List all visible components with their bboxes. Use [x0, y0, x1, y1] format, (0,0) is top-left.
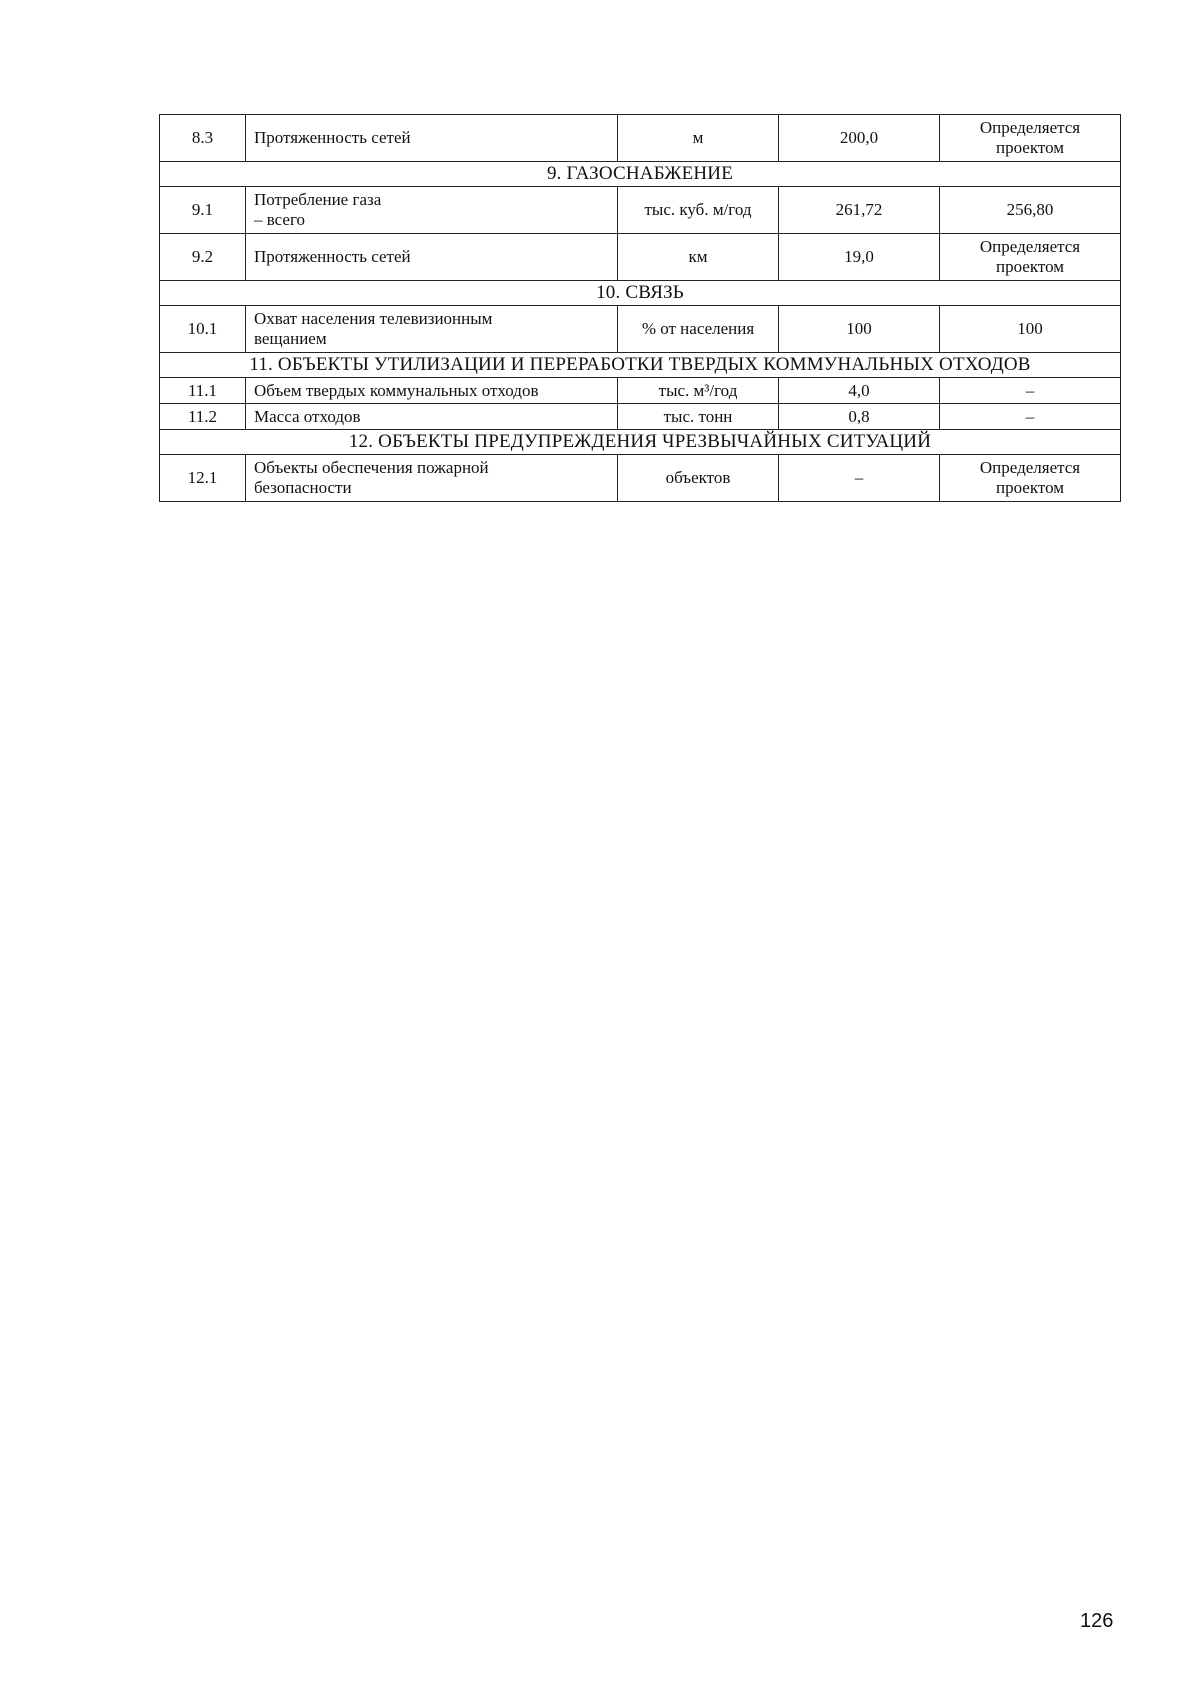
- section-header-row: [160, 281, 1121, 306]
- row-number-cell: 11.1: [160, 378, 246, 404]
- section-title: 11. ОБЪЕКТЫ УТИЛИЗАЦИИ И ПЕРЕРАБОТКИ ТВЕРДЫХ КОММУНАЛЬНЫХ ОТХОДОВ: [160, 353, 1121, 378]
- indicator-name-cell-line: Протяженность сетей: [254, 247, 411, 266]
- section-header-row: [160, 430, 1121, 455]
- value-target-cell: [940, 455, 1121, 502]
- table-row: [160, 115, 1121, 162]
- unit-cell: тыс. тонн: [618, 404, 779, 430]
- indicator-name-cell: [246, 115, 618, 162]
- table-row: [160, 187, 1121, 234]
- unit-cell: м: [618, 115, 779, 162]
- unit-cell: % от населения: [618, 306, 779, 353]
- indicator-name-cell: [246, 404, 618, 430]
- value-current-cell: 261,72: [779, 187, 940, 234]
- value-current-cell: 19,0: [779, 234, 940, 281]
- indicators-table: [159, 114, 1121, 502]
- value-target-cell-line: проектом: [995, 138, 1065, 157]
- indicator-name-cell-line: Масса отходов: [254, 406, 361, 426]
- value-target-cell-line: Определяется: [979, 237, 1081, 256]
- row-number-cell: 10.1: [160, 306, 246, 353]
- section-title: 10. СВЯЗЬ: [160, 281, 1121, 306]
- table-row: [160, 404, 1121, 430]
- table-row: [160, 455, 1121, 502]
- row-number-cell: 9.2: [160, 234, 246, 281]
- value-current-cell: 4,0: [779, 378, 940, 404]
- indicator-name-cell: [246, 378, 618, 404]
- table-row: [160, 306, 1121, 353]
- value-target-cell: [940, 234, 1121, 281]
- indicator-name-cell-line: – всего: [254, 210, 306, 229]
- value-target-cell: [940, 378, 1121, 404]
- indicator-name-cell: [246, 455, 618, 502]
- value-target-cell-line: Определяется: [979, 458, 1081, 477]
- value-current-cell: 200,0: [779, 115, 940, 162]
- indicator-name-cell-line: Объекты обеспечения пожарной: [254, 458, 489, 477]
- indicator-name-cell: [246, 187, 618, 234]
- section-title: 9. ГАЗОСНАБЖЕНИЕ: [160, 162, 1121, 187]
- row-number-cell: 12.1: [160, 455, 246, 502]
- indicator-name-cell-line: Объем твердых коммунальных отходов: [254, 380, 539, 400]
- indicator-name-cell-line: безопасности: [254, 478, 352, 497]
- indicator-name-cell-line: вещанием: [254, 329, 327, 348]
- value-target-cell: [940, 306, 1121, 353]
- table-row: [160, 378, 1121, 404]
- value-target-cell-line: Определяется: [979, 118, 1081, 137]
- value-target-cell: [940, 115, 1121, 162]
- unit-cell: тыс. м³/год: [618, 378, 779, 404]
- indicator-name-cell-line: Потребление газа: [254, 190, 382, 209]
- value-target-cell-line: 256,80: [1006, 200, 1054, 219]
- page-number: 126: [1080, 1610, 1114, 1632]
- value-target-cell: [940, 404, 1121, 430]
- section-header-row: [160, 162, 1121, 187]
- section-title: 12. ОБЪЕКТЫ ПРЕДУПРЕЖДЕНИЯ ЧРЕЗВЫЧАЙНЫХ СИТУАЦИЙ: [160, 430, 1121, 455]
- table-row: [160, 234, 1121, 281]
- row-number-cell: 11.2: [160, 404, 246, 430]
- unit-cell: объектов: [618, 455, 779, 502]
- row-number-cell: 8.3: [160, 115, 246, 162]
- value-current-cell: 0,8: [779, 404, 940, 430]
- indicator-name-cell: [246, 234, 618, 281]
- row-number-cell: 9.1: [160, 187, 246, 234]
- unit-cell: тыс. куб. м/год: [618, 187, 779, 234]
- indicators-table-body: [160, 115, 1121, 502]
- value-current-cell: 100: [779, 306, 940, 353]
- unit-cell: км: [618, 234, 779, 281]
- indicator-name-cell-line: Охват населения телевизионным: [254, 309, 493, 328]
- indicator-name-cell-line: Протяженность сетей: [254, 128, 411, 147]
- value-current-cell: –: [779, 455, 940, 502]
- value-target-cell-line: проектом: [995, 478, 1065, 497]
- value-target-cell-line: проектом: [995, 257, 1065, 276]
- value-target-cell-line: –: [1025, 380, 1035, 400]
- value-target-cell-line: 100: [1017, 319, 1043, 338]
- value-target-cell: [940, 187, 1121, 234]
- section-header-row: [160, 353, 1121, 378]
- value-target-cell-line: –: [1025, 406, 1035, 426]
- indicator-name-cell: [246, 306, 618, 353]
